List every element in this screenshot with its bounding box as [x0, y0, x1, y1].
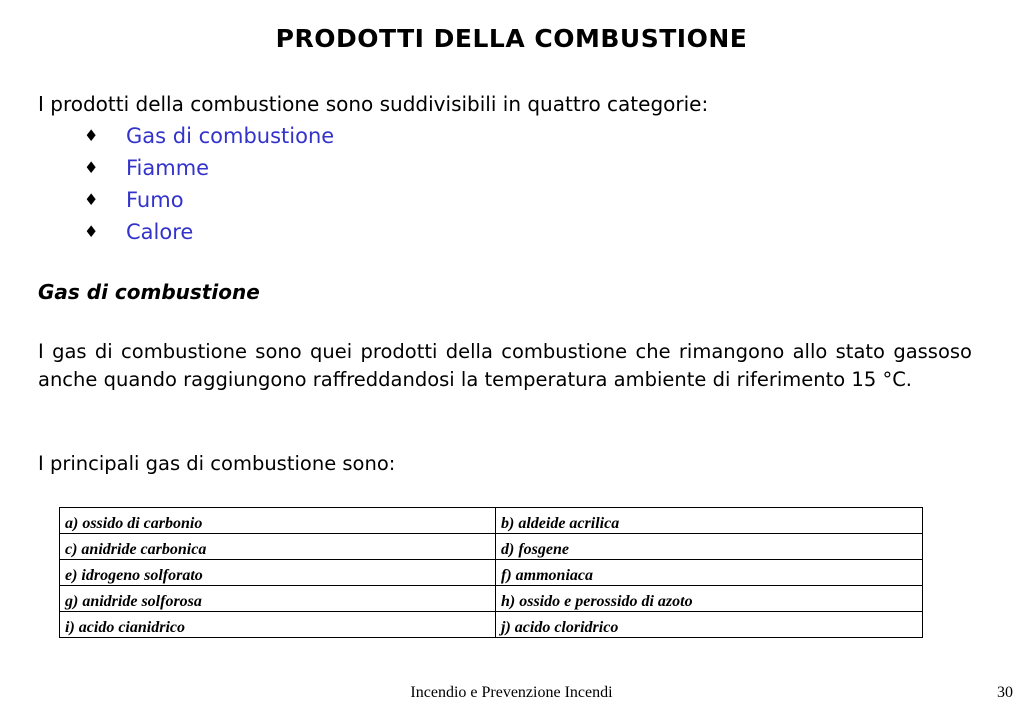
table-cell: b) aldeide acrilica — [496, 508, 923, 534]
page-title: PRODOTTI DELLA COMBUSTIONE — [275, 24, 748, 53]
table-cell: j) acido cloridrico — [496, 612, 923, 638]
diamond-bullet-icon: ♦ — [84, 158, 99, 177]
table-row — [60, 534, 923, 560]
category-label: Gas di combustione — [126, 124, 335, 148]
intro-text: I prodotti della combustione sono suddivisibili in quattro categorie: — [38, 92, 709, 116]
list-item — [84, 184, 334, 216]
category-label: Fumo — [126, 188, 184, 212]
list-item — [84, 216, 334, 248]
principal-gases-intro: I principali gas di combustione sono: — [38, 452, 396, 475]
table-cell: f) ammoniaca — [496, 560, 923, 586]
list-item — [84, 120, 334, 152]
diamond-bullet-icon: ♦ — [84, 126, 99, 145]
list-item — [84, 152, 334, 184]
section-heading: Gas di combustione — [38, 280, 260, 304]
table-row — [60, 560, 923, 586]
table-cell: a) ossido di carbonio — [60, 508, 496, 534]
table-cell: i) acido cianidrico — [60, 612, 496, 638]
table-cell: d) fosgene — [496, 534, 923, 560]
diamond-bullet-icon: ♦ — [84, 222, 99, 241]
table-row — [60, 508, 923, 534]
table-cell: h) ossido e perossido di azoto — [496, 586, 923, 612]
page-number: 30 — [997, 684, 1013, 701]
gas-table — [59, 507, 923, 638]
category-list — [84, 120, 334, 248]
table-cell: e) idrogeno solforato — [60, 560, 496, 586]
table-cell: g) anidride solforosa — [60, 586, 496, 612]
category-label: Calore — [126, 220, 194, 244]
category-label: Fiamme — [126, 156, 210, 180]
table-cell: c) anidride carbonica — [60, 534, 496, 560]
diamond-bullet-icon: ♦ — [84, 190, 99, 209]
footer-text: Incendio e Prevenzione Incendi — [410, 684, 613, 701]
body-paragraph: I gas di combustione sono quei prodotti della combustione che rimangono allo stato gassoso anche quando raggiungono raffreddandosi la temperatura ambiente di riferimento 15 °C. — [38, 340, 972, 391]
table-row — [60, 586, 923, 612]
table-row — [60, 612, 923, 638]
